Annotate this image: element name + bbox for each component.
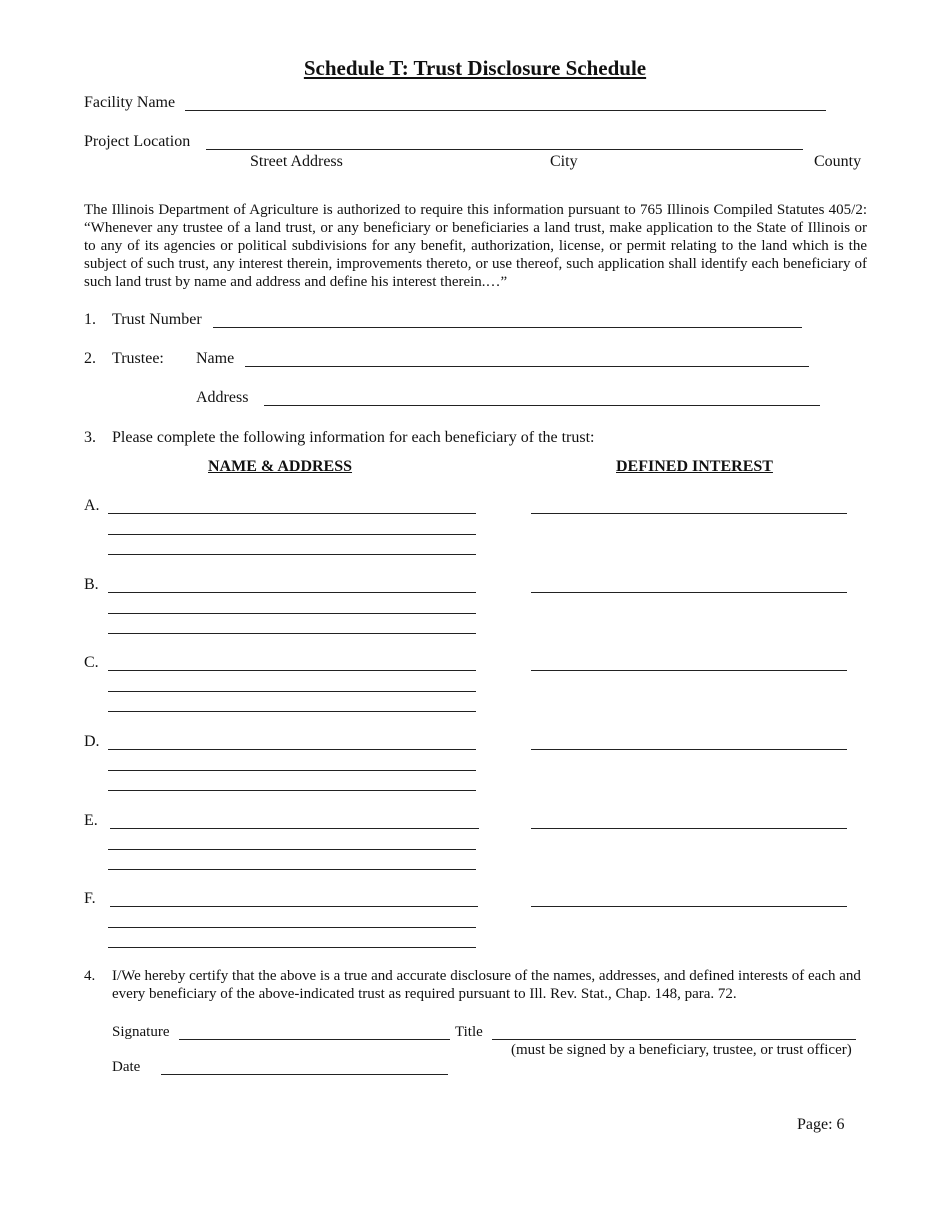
item-3-text: Please complete the following information for each beneficiary of the trust: — [112, 429, 595, 446]
beneficiary-letter: A. — [84, 497, 100, 514]
signature-field[interactable] — [179, 1039, 450, 1040]
beneficiary-letter: E. — [84, 812, 98, 829]
beneficiary-address-line[interactable] — [108, 947, 476, 948]
beneficiary-name-line[interactable] — [110, 906, 478, 907]
beneficiary-letter: C. — [84, 654, 99, 671]
trustee-address-label: Address — [196, 389, 249, 406]
date-label: Date — [112, 1059, 141, 1075]
signature-label: Signature — [112, 1024, 170, 1040]
item-1-number: 1. — [84, 311, 96, 328]
beneficiary-interest-line[interactable] — [531, 906, 847, 907]
item-4-number: 4. — [84, 968, 96, 984]
defined-interest-header: DEFINED INTEREST — [616, 458, 773, 475]
beneficiary-interest-line[interactable] — [531, 749, 847, 750]
beneficiary-name-line[interactable] — [108, 513, 476, 514]
title-field[interactable] — [492, 1039, 856, 1040]
beneficiary-address-line[interactable] — [108, 927, 476, 928]
name-address-header: NAME & ADDRESS — [208, 458, 353, 475]
city-sublabel: City — [550, 153, 578, 170]
beneficiary-address-line[interactable] — [108, 711, 476, 712]
beneficiary-address-line[interactable] — [108, 770, 476, 771]
facility-name-field[interactable] — [185, 110, 826, 111]
project-location-field[interactable] — [206, 149, 803, 150]
beneficiary-address-line[interactable] — [108, 869, 476, 870]
date-field[interactable] — [161, 1074, 448, 1075]
beneficiary-name-line[interactable] — [108, 592, 476, 593]
beneficiary-address-line[interactable] — [108, 849, 476, 850]
beneficiary-address-line[interactable] — [108, 534, 476, 535]
trustee-name-field[interactable] — [245, 366, 809, 367]
title-label: Title — [455, 1024, 483, 1040]
beneficiary-letter: F. — [84, 890, 96, 907]
beneficiary-address-line[interactable] — [108, 790, 476, 791]
beneficiary-name-line[interactable] — [108, 749, 476, 750]
trustee-address-field[interactable] — [264, 405, 820, 406]
beneficiary-address-line[interactable] — [108, 633, 476, 634]
trustee-label: Trustee: — [112, 350, 164, 367]
trustee-name-label: Name — [196, 350, 235, 367]
page-title: Schedule T: Trust Disclosure Schedule — [303, 56, 647, 80]
signature-note: (must be signed by a beneficiary, trustee, or trust officer) — [511, 1042, 852, 1058]
beneficiary-interest-line[interactable] — [531, 828, 847, 829]
beneficiary-name-line[interactable] — [110, 828, 479, 829]
project-location-label: Project Location — [84, 133, 191, 150]
county-sublabel: County — [814, 153, 862, 170]
beneficiary-address-line[interactable] — [108, 613, 476, 614]
beneficiary-name-line[interactable] — [108, 670, 476, 671]
page-number: Page: 6 — [797, 1116, 845, 1133]
item-2-number: 2. — [84, 350, 96, 367]
street-address-sublabel: Street Address — [250, 153, 343, 170]
facility-name-label: Facility Name — [84, 94, 176, 111]
certification-text: I/We hereby certify that the above is a true and accurate disclosure of the names, addresses, and defined interests of each and every beneficiary of the above-indicated trust as required pursuant to Ill. Rev. Stat., Chap. 148, para. 72. — [112, 968, 861, 1002]
beneficiary-interest-line[interactable] — [531, 592, 847, 593]
beneficiary-interest-line[interactable] — [531, 670, 847, 671]
intro-paragraph: The Illinois Department of Agriculture is authorized to require this information pursuant to 765 Illinois Compiled Statutes 405/2: “Whenever any trustee of a land trust, or any beneficiary or beneficiaries a land trust, make application to the State of Illinois or to any of its agencies or political subdivisions for any benefit, authorization, license, or permit relating to the land which is the subject of such trust, any interest therein, improvements thereto, or use thereof, such application shall identify each beneficiary of such land trust by name and address and define his interest therein.…” — [84, 202, 867, 290]
beneficiary-address-line[interactable] — [108, 554, 476, 555]
trust-number-field[interactable] — [213, 327, 802, 328]
trust-number-label: Trust Number — [112, 311, 202, 328]
beneficiary-letter: B. — [84, 576, 99, 593]
beneficiary-letter: D. — [84, 733, 100, 750]
beneficiary-interest-line[interactable] — [531, 513, 847, 514]
beneficiary-address-line[interactable] — [108, 691, 476, 692]
item-3-number: 3. — [84, 429, 96, 446]
